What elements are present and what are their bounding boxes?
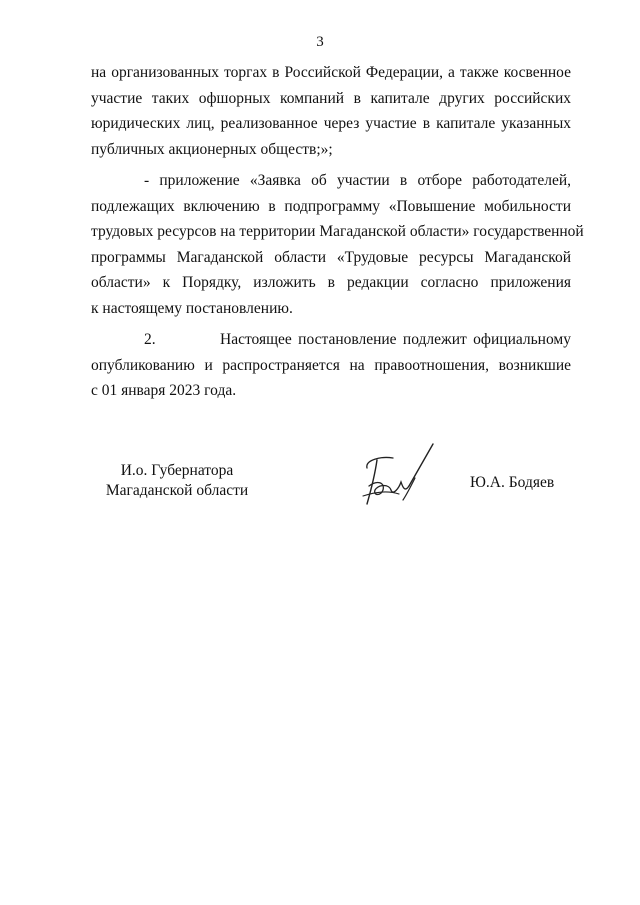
- handwritten-signature: [355, 438, 445, 508]
- text-line: на организованных торгах в Российской Федерации, а также косвенное: [91, 64, 571, 81]
- signatory-title-line: И.о. Губернатора: [120, 462, 234, 479]
- text-line: подлежащих включению в подпрограмму «Повышение мобильности: [91, 197, 571, 215]
- text-line: с 01 января 2023 года.: [91, 382, 237, 399]
- text-fragment: Настоящее постановление подлежит официальному: [220, 331, 571, 348]
- text-line: - приложение «Заявка об участии в отборе работодателей,: [144, 172, 571, 189]
- signatory-title-line: Магаданской области: [105, 482, 249, 499]
- text-line: к настоящему постановлению.: [91, 299, 293, 317]
- page-number: 3: [316, 34, 324, 50]
- text-line: участие таких офшорных компаний в капитале других российских: [91, 89, 571, 107]
- paragraph-2-first-line: [91, 327, 571, 353]
- text-line: области» к Порядку, изложить в редакции согласно приложения: [91, 274, 571, 291]
- signatory-title: [97, 461, 257, 501]
- paragraph-number: 2.: [144, 331, 156, 348]
- signatory-name: Ю.А. Бодяев: [470, 474, 555, 491]
- text-line: юридических лиц, реализованное через участие в капитале указанных: [91, 115, 571, 132]
- text-line: программы Магаданской области «Трудовые ресурсы Магаданской: [91, 248, 571, 266]
- text-line: публичных акционерных обществ;»;: [91, 140, 333, 158]
- text-line: опубликованию и распространяется на правоотношения, возникшие: [91, 356, 571, 374]
- document-body: [91, 60, 584, 404]
- text-line: трудовых ресурсов на территории Магаданской области» государственной: [91, 223, 584, 240]
